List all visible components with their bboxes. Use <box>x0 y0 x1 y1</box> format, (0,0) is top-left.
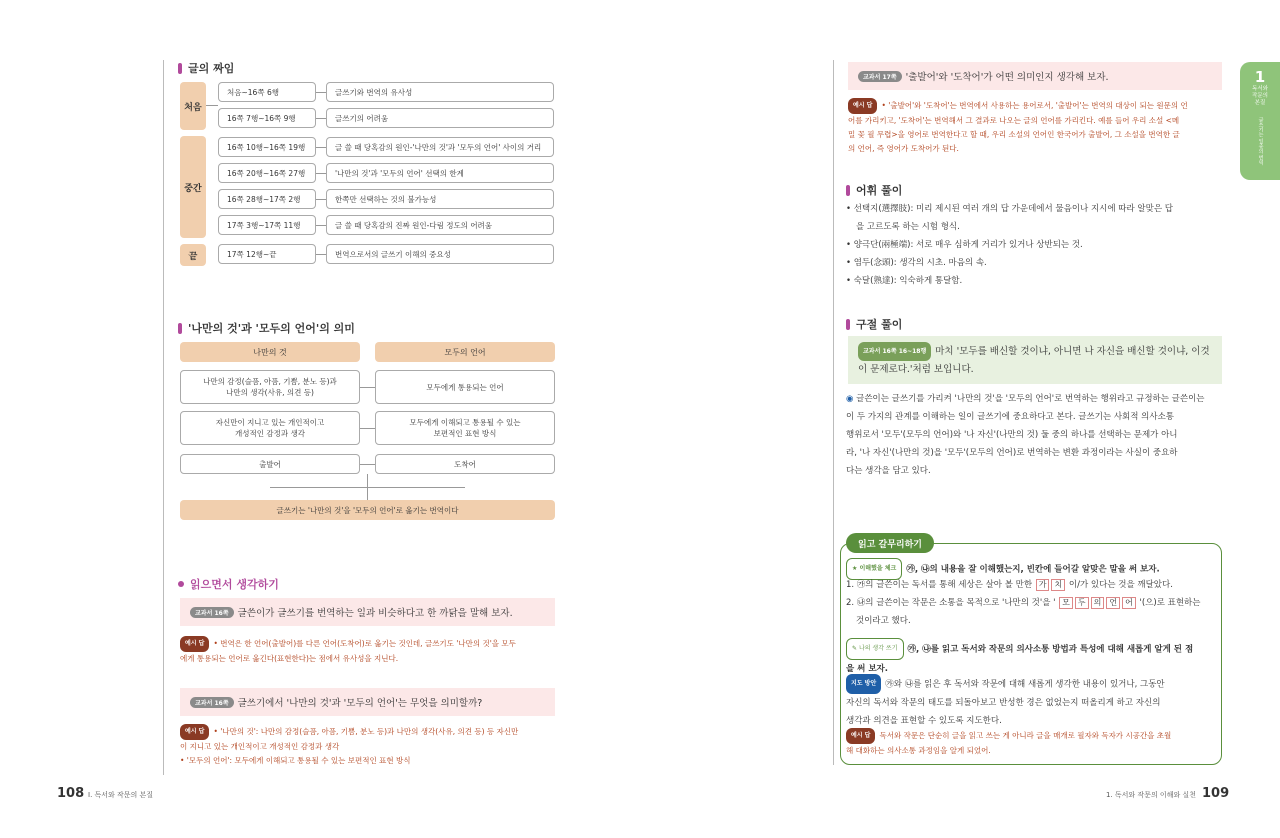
vocab-item: 을 고르도록 하는 시험 형식. <box>856 222 960 232</box>
range-box: 17쪽 3행~17쪽 11행 <box>218 215 316 235</box>
range-box: 16쪽 20행~16쪽 27행 <box>218 163 316 183</box>
desc-box: '나만의 것'과 '모두의 언어' 선택의 한계 <box>326 163 554 183</box>
vocab-item: • 염두(念頭): 생각의 시초. 마음의 속. <box>846 258 987 268</box>
example-answer: 예시 답 독서와 작문은 단순히 글을 읽고 쓰는 게 아니라 글을 매개로 필자와 독자가 시공간을 초월 해 대화하는 의사소통 과정임을 알게 되었어. <box>846 728 1218 758</box>
answer-blank[interactable]: 어 <box>1122 597 1136 609</box>
left-margin-line <box>163 60 164 775</box>
reading-answer-1: 예시 답 • 번역은 한 언어(출발어)를 다른 언어(도착어)로 옮기는 것인데, 글쓰기도 '나만의 것'을 모두 에게 통용되는 언어로 옮긴다(표현한다)는 점에서 유사성을 지닌다. <box>180 636 560 666</box>
everyone-universal-box: 모두에게 이해되고 통용될 수 있는 보편적인 표현 방식 <box>375 411 555 445</box>
answer-blank[interactable]: 두 <box>1075 597 1089 609</box>
range-box: 17쪽 12행~끝 <box>218 244 316 264</box>
section-bar-icon <box>178 63 182 74</box>
structure-title: 글의 짜임 <box>178 60 234 76</box>
group-label-start: 처음 <box>180 82 206 130</box>
range-box: 처음~16쪽 6행 <box>218 82 316 102</box>
connector <box>316 147 326 148</box>
head-everyone: 모두의 언어 <box>375 342 555 362</box>
desc-box: 한쪽만 선택하는 것의 불가능성 <box>326 189 554 209</box>
vocab-list <box>846 200 1226 290</box>
phrase-quote: 교과서 16쪽 16~18행 마치 '모두를 배신할 것이냐, 아니면 나 자신을 배신할 것이냐, 이것 이 문제로다.'처럼 보입니다. <box>848 336 1222 384</box>
vocab-item: • 양극단(兩極端): 서로 매우 심하게 거리가 있거나 상반되는 것. <box>846 240 1083 250</box>
range-box: 16쪽 10행~16쪽 19행 <box>218 137 316 157</box>
range-box: 16쪽 7행~16쪽 9행 <box>218 108 316 128</box>
pencil-icon: ✎ 나의 생각 쓰기 <box>846 638 904 660</box>
top-question: 교과서 17쪽 '출발어'와 '도착어'가 어떤 의미인지 생각해 보자. <box>848 62 1222 90</box>
vocab-item: • 숙달(熟達): 익숙하게 통달함. <box>846 276 963 286</box>
range-box: 16쪽 28행~17쪽 2행 <box>218 189 316 209</box>
mine-feeling-box: 나만의 감정(슬픔, 아픔, 기쁨, 분노 등)과 나만의 생각(사유, 의견 등) <box>180 370 360 404</box>
circle-arrow-icon: ◉ <box>846 394 857 404</box>
connector <box>316 173 326 174</box>
connector <box>270 487 465 488</box>
connector <box>316 254 326 255</box>
right-margin-line <box>833 60 834 765</box>
section-bar-icon <box>178 323 182 334</box>
conclusion-box: 글쓰기는 '나만의 것'을 '모두의 언어'로 옮기는 번역이다 <box>180 500 555 520</box>
desc-box: 글쓰기의 어려움 <box>326 108 554 128</box>
top-answer: 예시 답 • '출발어'와 '도착어'는 번역에서 사용하는 용어로서, '출발어'는 번역의 대상이 되는 원문의 언 어를 가리키고, '도착어'는 번역해서 그 결과로 나오는 글의 언어를 가리킨다. 예를 들어 우리 소설 <메 밀 꽃 필 무렵>을 영어로 번역한다고 할 때, 우리 소설의 언어인 한국어가 출발어, 그 소설을 번역한 글 의 언어, 즉 영어가 도착어가 된다. <box>848 98 1228 156</box>
desc-box: 글 쓸 때 당혹감의 원인-'나만의 것'과 '모두의 언어' 사이의 거리 <box>326 137 554 157</box>
connector <box>316 225 326 226</box>
desc-box: 글쓰기와 번역의 유사성 <box>326 82 554 102</box>
star-check-icon: ★ 이해했을 체크 <box>846 558 902 580</box>
target-language-box: 도착어 <box>375 454 555 474</box>
chapter-side-tab[interactable]: 1 독서와 작문의 본질 글쓰기는 일종의 번역 <box>1240 62 1280 180</box>
bullet-dot-icon <box>178 581 184 587</box>
vocab-title: 어휘 풀이 <box>846 182 902 198</box>
section-bar-icon <box>846 319 850 330</box>
connector <box>360 428 375 429</box>
desc-box: 번역으로서의 글쓰기 이해의 중요성 <box>326 244 554 264</box>
reading-question-1: 교과서 16쪽 글쓴이가 글쓰기를 번역하는 일과 비슷하다고 한 까닭을 말해 보자. <box>180 598 555 626</box>
right-page-number: 109 <box>1202 786 1230 801</box>
answer-blank[interactable]: 의 <box>1091 597 1105 609</box>
connector <box>316 199 326 200</box>
vocab-item: • 선택지(選擇肢): 미리 제시된 여러 개의 답 가운데에서 물음이나 지시에 따라 알맞은 답 <box>846 204 1173 214</box>
left-page-number: 108 <box>57 786 85 801</box>
start-language-box: 출발어 <box>180 454 360 474</box>
answer-blank[interactable]: 치 <box>1051 579 1065 591</box>
meaning-title: '나만의 것'과 '모두의 언어'의 의미 <box>178 320 355 336</box>
right-footer: 1. 독서와 작문의 이해와 실천 <box>1106 791 1196 799</box>
group-label-middle: 중간 <box>180 136 206 238</box>
check-item-2: 2. ㉯의 글쓴이는 작문은 소통을 목적으로 '나만의 것'을 ' 모 두 의 언 어 '(으)로 표현하는 것이라고 했다. <box>846 598 1201 626</box>
reading-answer-2: 예시 답 • '나만의 것': 나만의 감정(슬픔, 아픔, 기쁨, 분노 등)과 나만의 생각(사유, 의견 등) 등 자신만 이 지니고 있는 개인적이고 개성적인 감정과 생각 • '모두의 언어': 모두에게 이해되고 통용될 수 있는 보편적인 표현 방식 <box>180 724 560 768</box>
wrap-up-title: 읽고 갈무리하기 <box>846 533 934 553</box>
section-bar-icon <box>846 185 850 196</box>
head-mine: 나만의 것 <box>180 342 360 362</box>
reading-question-2: 교과서 16쪽 글쓰기에서 '나만의 것'과 '모두의 언어'는 무엇을 의미할까? <box>180 688 555 716</box>
connector <box>316 92 326 93</box>
connector <box>206 105 218 106</box>
everyone-language-box: 모두에게 통용되는 언어 <box>375 370 555 404</box>
guide-text: 지도 방안 ㉮와 ㉯를 읽은 후 독서와 작문에 대해 새롭게 생각한 내용이 있거나, 그동안 자신의 독서와 작문의 태도를 되돌아보고 반성한 경은 없었는지 떠올리게 하고 자신의 생각과 의견을 표현할 수 있도록 지도한다. <box>846 674 1218 730</box>
connector <box>360 464 375 465</box>
answer-blank[interactable]: 모 <box>1059 597 1073 609</box>
answer-blank[interactable]: 언 <box>1106 597 1120 609</box>
phrase-title: 구절 풀이 <box>846 316 902 332</box>
think-question: ✎ 나의 생각 쓰기 ㉮, ㉯를 읽고 독서와 작문의 의사소통 방법과 특성에 대해 새롭게 알게 된 점 을 써 보자. <box>846 638 1218 678</box>
group-label-end: 끝 <box>180 244 206 266</box>
mine-personal-box: 자신만이 지니고 있는 개인적이고 개성적인 감정과 생각 <box>180 411 360 445</box>
check-question: ★ 이해했을 체크 ㉮, ㉯의 내용을 잘 이해했는지, 빈칸에 들어갈 알맞은 말을 써 보자. <box>846 558 1218 580</box>
desc-box: 글 쓸 때 당혹감의 진짜 원인-다림 정도의 어려움 <box>326 215 554 235</box>
phrase-explanation: ◉ 글쓴이는 글쓰기를 가리켜 '나만의 것'을 '모두의 언어'로 번역하는 행위라고 규정하는 글쓴이는 이 두 가지의 관계를 이해하는 일이 글쓰기에 중요하다고 본다. 글쓰기는 사회적 의사소통 행위로서 '모두'(모두의 언어)와 '나 자신'(나만의 것) 둘 중의 하나를 선택하는 문제가 아니 라, '나 자신'(나만의 것)을 '모두'(모두의 언어)로 번역하는 변환 과정이라는 사실이 중요하 다는 생각을 담고 있다. <box>846 394 1205 476</box>
reading-title: 읽으면서 생각하기 <box>178 576 279 592</box>
check-item-1: 1. ㉮의 글쓴이는 독서를 통해 세상은 살아 볼 만한 가 치 이/가 있다는 것을 깨달았다. <box>846 580 1173 590</box>
connector <box>316 118 326 119</box>
connector <box>360 387 375 388</box>
left-footer: I. 독서와 작문의 본질 <box>88 791 154 799</box>
answer-blank[interactable]: 가 <box>1036 579 1050 591</box>
